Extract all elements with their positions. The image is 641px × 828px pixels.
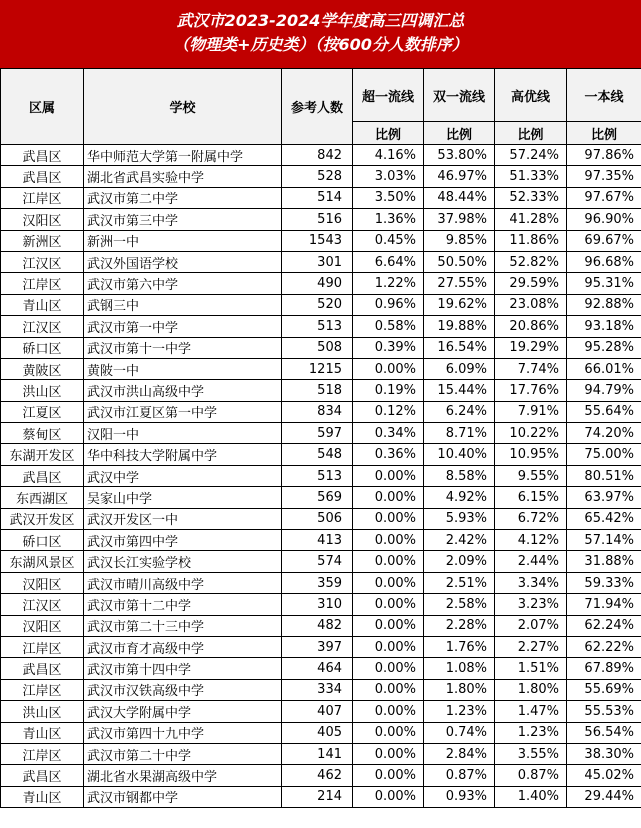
high-quality-ratio-cell: 2.07% xyxy=(495,615,567,636)
table-row xyxy=(1,187,641,208)
high-quality-ratio-cell: 9.55% xyxy=(495,465,567,486)
school-cell: 华中师范大学第一附属中学 xyxy=(84,145,282,166)
table-body xyxy=(1,145,641,808)
double-first-ratio-cell: 2.58% xyxy=(424,594,495,615)
tier-one-ratio-cell: 97.86% xyxy=(567,145,641,166)
super-first-ratio-cell: 0.12% xyxy=(353,401,424,422)
super-first-ratio-cell: 0.00% xyxy=(353,658,424,679)
super-first-ratio-cell: 0.00% xyxy=(353,551,424,572)
count-cell: 334 xyxy=(282,679,353,700)
high-quality-ratio-cell: 3.23% xyxy=(495,594,567,615)
school-cell: 武汉市晴川高级中学 xyxy=(84,572,282,593)
double-first-ratio-cell: 1.23% xyxy=(424,701,495,722)
district-cell: 东湖风景区 xyxy=(1,551,84,572)
super-first-ratio-cell: 0.39% xyxy=(353,337,424,358)
super-first-ratio-cell: 0.00% xyxy=(353,765,424,786)
table-row xyxy=(1,679,641,700)
super-first-ratio-cell: 0.00% xyxy=(353,487,424,508)
high-quality-ratio-cell: 57.24% xyxy=(495,145,567,166)
district-cell: 青山区 xyxy=(1,786,84,807)
school-cell: 武汉市第十二中学 xyxy=(84,594,282,615)
table-row xyxy=(1,508,641,529)
high-quality-ratio-cell: 7.74% xyxy=(495,358,567,379)
header-ratio: 比例 xyxy=(495,122,567,145)
super-first-ratio-cell: 3.03% xyxy=(353,166,424,187)
school-cell: 湖北省水果湖高级中学 xyxy=(84,765,282,786)
header-high-quality: 高优线 xyxy=(495,69,567,122)
tier-one-ratio-cell: 55.69% xyxy=(567,679,641,700)
tier-one-ratio-cell: 80.51% xyxy=(567,465,641,486)
count-cell: 518 xyxy=(282,380,353,401)
high-quality-ratio-cell: 1.51% xyxy=(495,658,567,679)
double-first-ratio-cell: 2.09% xyxy=(424,551,495,572)
district-cell: 江汉区 xyxy=(1,316,84,337)
count-cell: 397 xyxy=(282,636,353,657)
super-first-ratio-cell: 3.50% xyxy=(353,187,424,208)
tier-one-ratio-cell: 92.88% xyxy=(567,294,641,315)
double-first-ratio-cell: 15.44% xyxy=(424,380,495,401)
district-cell: 汉阳区 xyxy=(1,615,84,636)
count-cell: 464 xyxy=(282,658,353,679)
tier-one-ratio-cell: 71.94% xyxy=(567,594,641,615)
high-quality-ratio-cell: 29.59% xyxy=(495,273,567,294)
high-quality-ratio-cell: 41.28% xyxy=(495,209,567,230)
high-quality-ratio-cell: 2.44% xyxy=(495,551,567,572)
table-row xyxy=(1,166,641,187)
district-cell: 武昌区 xyxy=(1,145,84,166)
school-cell: 武汉市第二中学 xyxy=(84,187,282,208)
high-quality-ratio-cell: 51.33% xyxy=(495,166,567,187)
school-cell: 武汉长江实验学校 xyxy=(84,551,282,572)
school-cell: 武汉市第二十中学 xyxy=(84,743,282,764)
count-cell: 141 xyxy=(282,743,353,764)
table-row xyxy=(1,465,641,486)
high-quality-ratio-cell: 1.47% xyxy=(495,701,567,722)
double-first-ratio-cell: 2.42% xyxy=(424,530,495,551)
tier-one-ratio-cell: 94.79% xyxy=(567,380,641,401)
count-cell: 574 xyxy=(282,551,353,572)
header-super-first: 超一流线 xyxy=(353,69,424,122)
table-row xyxy=(1,765,641,786)
header-double-first: 双一流线 xyxy=(424,69,495,122)
table-row xyxy=(1,701,641,722)
table-row xyxy=(1,401,641,422)
count-cell: 462 xyxy=(282,765,353,786)
header-count: 参考人数 xyxy=(282,69,353,145)
table-row xyxy=(1,743,641,764)
tier-one-ratio-cell: 55.53% xyxy=(567,701,641,722)
double-first-ratio-cell: 9.85% xyxy=(424,230,495,251)
super-first-ratio-cell: 4.16% xyxy=(353,145,424,166)
count-cell: 1215 xyxy=(282,358,353,379)
tier-one-ratio-cell: 67.89% xyxy=(567,658,641,679)
table-row xyxy=(1,530,641,551)
table-row xyxy=(1,294,641,315)
table-row xyxy=(1,358,641,379)
double-first-ratio-cell: 0.87% xyxy=(424,765,495,786)
district-cell: 洪山区 xyxy=(1,701,84,722)
table-row xyxy=(1,423,641,444)
district-cell: 硚口区 xyxy=(1,337,84,358)
high-quality-ratio-cell: 52.33% xyxy=(495,187,567,208)
super-first-ratio-cell: 0.00% xyxy=(353,722,424,743)
high-quality-ratio-cell: 6.15% xyxy=(495,487,567,508)
count-cell: 508 xyxy=(282,337,353,358)
count-cell: 214 xyxy=(282,786,353,807)
count-cell: 301 xyxy=(282,251,353,272)
table-row xyxy=(1,145,641,166)
double-first-ratio-cell: 8.58% xyxy=(424,465,495,486)
table-row xyxy=(1,444,641,465)
high-quality-ratio-cell: 10.95% xyxy=(495,444,567,465)
district-cell: 江汉区 xyxy=(1,594,84,615)
high-quality-ratio-cell: 19.29% xyxy=(495,337,567,358)
count-cell: 569 xyxy=(282,487,353,508)
double-first-ratio-cell: 5.93% xyxy=(424,508,495,529)
table-row xyxy=(1,551,641,572)
high-quality-ratio-cell: 3.34% xyxy=(495,572,567,593)
school-cell: 汉阳一中 xyxy=(84,423,282,444)
school-cell: 武汉市育才高级中学 xyxy=(84,636,282,657)
tier-one-ratio-cell: 95.31% xyxy=(567,273,641,294)
tier-one-ratio-cell: 96.68% xyxy=(567,251,641,272)
tier-one-ratio-cell: 62.22% xyxy=(567,636,641,657)
district-cell: 蔡甸区 xyxy=(1,423,84,444)
count-cell: 310 xyxy=(282,594,353,615)
double-first-ratio-cell: 50.50% xyxy=(424,251,495,272)
double-first-ratio-cell: 53.80% xyxy=(424,145,495,166)
table-row xyxy=(1,615,641,636)
table-row xyxy=(1,230,641,251)
tier-one-ratio-cell: 31.88% xyxy=(567,551,641,572)
count-cell: 407 xyxy=(282,701,353,722)
high-quality-ratio-cell: 10.22% xyxy=(495,423,567,444)
double-first-ratio-cell: 2.28% xyxy=(424,615,495,636)
super-first-ratio-cell: 0.00% xyxy=(353,508,424,529)
super-first-ratio-cell: 6.64% xyxy=(353,251,424,272)
school-cell: 武汉市第六中学 xyxy=(84,273,282,294)
tier-one-ratio-cell: 75.00% xyxy=(567,444,641,465)
super-first-ratio-cell: 0.00% xyxy=(353,636,424,657)
tier-one-ratio-cell: 59.33% xyxy=(567,572,641,593)
tier-one-ratio-cell: 93.18% xyxy=(567,316,641,337)
high-quality-ratio-cell: 3.55% xyxy=(495,743,567,764)
count-cell: 405 xyxy=(282,722,353,743)
table-row xyxy=(1,786,641,807)
super-first-ratio-cell: 0.00% xyxy=(353,615,424,636)
double-first-ratio-cell: 1.08% xyxy=(424,658,495,679)
high-quality-ratio-cell: 1.40% xyxy=(495,786,567,807)
district-cell: 东西湖区 xyxy=(1,487,84,508)
district-cell: 汉阳区 xyxy=(1,209,84,230)
district-cell: 青山区 xyxy=(1,722,84,743)
school-cell: 武汉市第一中学 xyxy=(84,316,282,337)
count-cell: 528 xyxy=(282,166,353,187)
super-first-ratio-cell: 0.00% xyxy=(353,465,424,486)
district-cell: 新洲区 xyxy=(1,230,84,251)
double-first-ratio-cell: 6.09% xyxy=(424,358,495,379)
double-first-ratio-cell: 2.84% xyxy=(424,743,495,764)
double-first-ratio-cell: 19.88% xyxy=(424,316,495,337)
super-first-ratio-cell: 0.00% xyxy=(353,594,424,615)
district-cell: 汉阳区 xyxy=(1,572,84,593)
header-ratio: 比例 xyxy=(424,122,495,145)
double-first-ratio-cell: 10.40% xyxy=(424,444,495,465)
district-cell: 青山区 xyxy=(1,294,84,315)
school-cell: 武汉中学 xyxy=(84,465,282,486)
table-row xyxy=(1,658,641,679)
tier-one-ratio-cell: 74.20% xyxy=(567,423,641,444)
double-first-ratio-cell: 46.97% xyxy=(424,166,495,187)
super-first-ratio-cell: 0.96% xyxy=(353,294,424,315)
double-first-ratio-cell: 4.92% xyxy=(424,487,495,508)
double-first-ratio-cell: 0.74% xyxy=(424,722,495,743)
table-row xyxy=(1,380,641,401)
double-first-ratio-cell: 0.93% xyxy=(424,786,495,807)
count-cell: 482 xyxy=(282,615,353,636)
report-title xyxy=(0,0,641,68)
high-quality-ratio-cell: 7.91% xyxy=(495,401,567,422)
school-cell: 黄陂一中 xyxy=(84,358,282,379)
district-cell: 江岸区 xyxy=(1,273,84,294)
tier-one-ratio-cell: 57.14% xyxy=(567,530,641,551)
high-quality-ratio-cell: 20.86% xyxy=(495,316,567,337)
district-cell: 江岸区 xyxy=(1,636,84,657)
school-cell: 武汉市第二十三中学 xyxy=(84,615,282,636)
super-first-ratio-cell: 1.22% xyxy=(353,273,424,294)
school-cell: 武汉市第十一中学 xyxy=(84,337,282,358)
tier-one-ratio-cell: 56.54% xyxy=(567,722,641,743)
double-first-ratio-cell: 1.80% xyxy=(424,679,495,700)
high-quality-ratio-cell: 6.72% xyxy=(495,508,567,529)
school-cell: 武汉市钢都中学 xyxy=(84,786,282,807)
count-cell: 842 xyxy=(282,145,353,166)
title-line-1: 武汉市2023-2024学年度高三四调汇总 xyxy=(176,11,465,30)
tier-one-ratio-cell: 38.30% xyxy=(567,743,641,764)
double-first-ratio-cell: 16.54% xyxy=(424,337,495,358)
header-district: 区属 xyxy=(1,69,84,145)
score-summary-table xyxy=(0,68,641,808)
count-cell: 490 xyxy=(282,273,353,294)
district-cell: 武昌区 xyxy=(1,658,84,679)
district-cell: 江岸区 xyxy=(1,679,84,700)
tier-one-ratio-cell: 29.44% xyxy=(567,786,641,807)
double-first-ratio-cell: 37.98% xyxy=(424,209,495,230)
super-first-ratio-cell: 0.45% xyxy=(353,230,424,251)
count-cell: 597 xyxy=(282,423,353,444)
school-cell: 新洲一中 xyxy=(84,230,282,251)
double-first-ratio-cell: 1.76% xyxy=(424,636,495,657)
header-ratio: 比例 xyxy=(353,122,424,145)
tier-one-ratio-cell: 65.42% xyxy=(567,508,641,529)
table-row xyxy=(1,636,641,657)
super-first-ratio-cell: 0.00% xyxy=(353,530,424,551)
high-quality-ratio-cell: 1.23% xyxy=(495,722,567,743)
super-first-ratio-cell: 0.36% xyxy=(353,444,424,465)
tier-one-ratio-cell: 63.97% xyxy=(567,487,641,508)
super-first-ratio-cell: 1.36% xyxy=(353,209,424,230)
high-quality-ratio-cell: 0.87% xyxy=(495,765,567,786)
district-cell: 江汉区 xyxy=(1,251,84,272)
super-first-ratio-cell: 0.00% xyxy=(353,572,424,593)
tier-one-ratio-cell: 62.24% xyxy=(567,615,641,636)
count-cell: 520 xyxy=(282,294,353,315)
district-cell: 洪山区 xyxy=(1,380,84,401)
school-cell: 武汉市洪山高级中学 xyxy=(84,380,282,401)
school-cell: 武汉市第十四中学 xyxy=(84,658,282,679)
count-cell: 413 xyxy=(282,530,353,551)
count-cell: 513 xyxy=(282,465,353,486)
district-cell: 江岸区 xyxy=(1,187,84,208)
header-ratio: 比例 xyxy=(567,122,641,145)
super-first-ratio-cell: 0.58% xyxy=(353,316,424,337)
school-cell: 武汉市汉铁高级中学 xyxy=(84,679,282,700)
count-cell: 834 xyxy=(282,401,353,422)
count-cell: 516 xyxy=(282,209,353,230)
district-cell: 黄陂区 xyxy=(1,358,84,379)
school-cell: 武汉开发区一中 xyxy=(84,508,282,529)
high-quality-ratio-cell: 4.12% xyxy=(495,530,567,551)
double-first-ratio-cell: 6.24% xyxy=(424,401,495,422)
high-quality-ratio-cell: 17.76% xyxy=(495,380,567,401)
district-cell: 武昌区 xyxy=(1,166,84,187)
count-cell: 548 xyxy=(282,444,353,465)
tier-one-ratio-cell: 97.67% xyxy=(567,187,641,208)
high-quality-ratio-cell: 1.80% xyxy=(495,679,567,700)
super-first-ratio-cell: 0.00% xyxy=(353,743,424,764)
count-cell: 359 xyxy=(282,572,353,593)
table-row xyxy=(1,251,641,272)
double-first-ratio-cell: 8.71% xyxy=(424,423,495,444)
tier-one-ratio-cell: 66.01% xyxy=(567,358,641,379)
tier-one-ratio-cell: 69.67% xyxy=(567,230,641,251)
district-cell: 江岸区 xyxy=(1,743,84,764)
tier-one-ratio-cell: 45.02% xyxy=(567,765,641,786)
double-first-ratio-cell: 27.55% xyxy=(424,273,495,294)
table-row xyxy=(1,572,641,593)
double-first-ratio-cell: 19.62% xyxy=(424,294,495,315)
high-quality-ratio-cell: 11.86% xyxy=(495,230,567,251)
district-cell: 武昌区 xyxy=(1,465,84,486)
school-cell: 武钢三中 xyxy=(84,294,282,315)
table-row xyxy=(1,337,641,358)
header-tier-one: 一本线 xyxy=(567,69,641,122)
tier-one-ratio-cell: 97.35% xyxy=(567,166,641,187)
table-row xyxy=(1,594,641,615)
double-first-ratio-cell: 2.51% xyxy=(424,572,495,593)
double-first-ratio-cell: 48.44% xyxy=(424,187,495,208)
super-first-ratio-cell: 0.34% xyxy=(353,423,424,444)
super-first-ratio-cell: 0.00% xyxy=(353,786,424,807)
super-first-ratio-cell: 0.00% xyxy=(353,701,424,722)
super-first-ratio-cell: 0.00% xyxy=(353,358,424,379)
count-cell: 514 xyxy=(282,187,353,208)
high-quality-ratio-cell: 23.08% xyxy=(495,294,567,315)
high-quality-ratio-cell: 52.82% xyxy=(495,251,567,272)
super-first-ratio-cell: 0.19% xyxy=(353,380,424,401)
school-cell: 华中科技大学附属中学 xyxy=(84,444,282,465)
table-row xyxy=(1,209,641,230)
school-cell: 武汉市第四十九中学 xyxy=(84,722,282,743)
district-cell: 武昌区 xyxy=(1,765,84,786)
tier-one-ratio-cell: 95.28% xyxy=(567,337,641,358)
district-cell: 东湖开发区 xyxy=(1,444,84,465)
table-row xyxy=(1,316,641,337)
count-cell: 506 xyxy=(282,508,353,529)
table-row xyxy=(1,722,641,743)
table-row xyxy=(1,487,641,508)
school-cell: 武汉市第四中学 xyxy=(84,530,282,551)
district-cell: 江夏区 xyxy=(1,401,84,422)
count-cell: 1543 xyxy=(282,230,353,251)
school-cell: 武汉市江夏区第一中学 xyxy=(84,401,282,422)
table-row xyxy=(1,273,641,294)
school-cell: 武汉大学附属中学 xyxy=(84,701,282,722)
school-cell: 武汉市第三中学 xyxy=(84,209,282,230)
super-first-ratio-cell: 0.00% xyxy=(353,679,424,700)
high-quality-ratio-cell: 2.27% xyxy=(495,636,567,657)
header-school: 学校 xyxy=(84,69,282,145)
district-cell: 硚口区 xyxy=(1,530,84,551)
count-cell: 513 xyxy=(282,316,353,337)
school-cell: 武汉外国语学校 xyxy=(84,251,282,272)
tier-one-ratio-cell: 55.64% xyxy=(567,401,641,422)
tier-one-ratio-cell: 96.90% xyxy=(567,209,641,230)
district-cell: 武汉开发区 xyxy=(1,508,84,529)
school-cell: 湖北省武昌实验中学 xyxy=(84,166,282,187)
school-cell: 吴家山中学 xyxy=(84,487,282,508)
title-line-2: （物理类+历史类）（按600分人数排序） xyxy=(173,35,468,54)
